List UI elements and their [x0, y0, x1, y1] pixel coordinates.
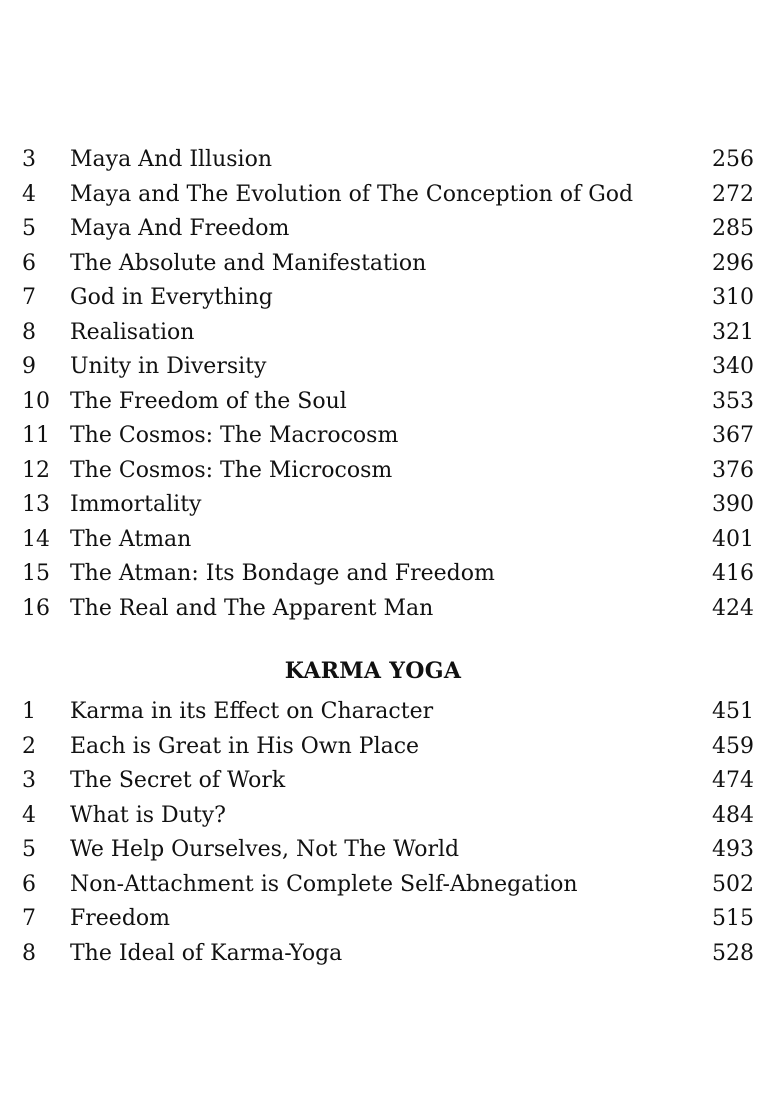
- toc-entry: [0, 350, 780, 385]
- chapter-title: We Help Ourselves, Not The World: [70, 837, 460, 862]
- page-number: 528: [712, 940, 754, 966]
- chapter-number: 5: [22, 216, 36, 241]
- chapter-title: The Freedom of the Soul: [70, 388, 347, 414]
- toc-entry: [0, 868, 780, 903]
- chapter-number: 3: [22, 768, 36, 793]
- toc-section-karma-yoga: [0, 695, 780, 971]
- chapter-number: 6: [22, 250, 36, 276]
- page-number: 401: [712, 526, 754, 552]
- page-number: 484: [712, 802, 754, 828]
- page-number: 474: [712, 768, 754, 793]
- chapter-number: 16: [22, 595, 50, 621]
- toc-entry: [0, 247, 780, 282]
- page-number: 353: [712, 388, 754, 414]
- toc-entry: [0, 385, 780, 420]
- chapter-title: The Atman: [70, 526, 192, 552]
- chapter-number: 14: [22, 526, 50, 552]
- toc-entry: [0, 902, 780, 937]
- chapter-title: Maya And Freedom: [70, 216, 290, 241]
- chapter-title: Unity in Diversity: [70, 354, 267, 379]
- chapter-title: The Cosmos: The Macrocosm: [70, 423, 399, 448]
- toc-entry: [0, 281, 780, 316]
- chapter-number: 4: [22, 802, 36, 828]
- chapter-number: 8: [22, 319, 36, 345]
- page-number: 424: [712, 595, 754, 621]
- page-number: 515: [712, 906, 754, 931]
- chapter-number: 15: [22, 561, 50, 586]
- chapter-number: 11: [22, 423, 50, 448]
- toc-entry: [0, 764, 780, 799]
- page-number: 416: [712, 561, 754, 586]
- page-number: 310: [712, 285, 754, 310]
- toc-entry: [0, 730, 780, 765]
- page-number: 285: [712, 216, 754, 241]
- toc-entry: [0, 454, 780, 489]
- page-number: 493: [712, 837, 754, 862]
- chapter-title: The Cosmos: The Microcosm: [70, 457, 393, 483]
- toc-section-continued: [0, 143, 780, 626]
- chapter-title: Maya And Illusion: [70, 147, 272, 172]
- page-number: 272: [712, 181, 754, 207]
- chapter-title: The Atman: Its Bondage and Freedom: [70, 561, 495, 586]
- toc-entry: [0, 316, 780, 351]
- toc-entry: [0, 937, 780, 972]
- chapter-title: Immortality: [70, 492, 202, 517]
- toc-entry: [0, 523, 780, 558]
- chapter-title: Non-Attachment is Complete Self-Abnegation: [70, 871, 578, 897]
- chapter-title: The Secret of Work: [70, 768, 286, 793]
- toc-entry: [0, 695, 780, 730]
- toc-entry: [0, 212, 780, 247]
- page-number: 376: [712, 457, 754, 483]
- page-number: 321: [712, 319, 754, 345]
- chapter-title: The Absolute and Manifestation: [70, 250, 427, 276]
- chapter-number: 5: [22, 837, 36, 862]
- chapter-number: 13: [22, 492, 50, 517]
- page-number: 256: [712, 147, 754, 172]
- chapter-number: 10: [22, 388, 50, 414]
- chapter-title: Realisation: [70, 319, 195, 345]
- chapter-title: The Real and The Apparent Man: [70, 595, 434, 621]
- chapter-number: 1: [22, 699, 36, 724]
- chapter-title: The Ideal of Karma-Yoga: [70, 940, 343, 966]
- toc-entry: [0, 419, 780, 454]
- chapter-title: God in Everything: [70, 285, 273, 310]
- chapter-number: 8: [22, 940, 36, 966]
- toc-entry: [0, 178, 780, 213]
- chapter-number: 3: [22, 147, 36, 172]
- toc-entry: [0, 557, 780, 592]
- page-number: 340: [712, 354, 754, 379]
- toc-entry: [0, 833, 780, 868]
- chapter-title: What is Duty?: [70, 802, 226, 828]
- chapter-title: Freedom: [70, 906, 171, 931]
- chapter-number: 2: [22, 733, 36, 759]
- section-heading-karma-yoga: KARMA YOGA: [284, 658, 462, 684]
- page-number: 367: [712, 423, 754, 448]
- chapter-number: 7: [22, 906, 36, 931]
- page-number: 390: [712, 492, 754, 517]
- chapter-number: 9: [22, 354, 36, 379]
- toc-entry: [0, 799, 780, 834]
- page-number: 502: [712, 871, 754, 897]
- toc-entry: [0, 488, 780, 523]
- chapter-number: 6: [22, 871, 36, 897]
- toc-entry: [0, 143, 780, 178]
- chapter-title: Karma in its Effect on Character: [70, 699, 434, 724]
- chapter-title: Maya and The Evolution of The Conception of God: [70, 181, 634, 207]
- toc-entry: [0, 592, 780, 627]
- chapter-title: Each is Great in His Own Place: [70, 733, 420, 759]
- chapter-number: 7: [22, 285, 36, 310]
- chapter-number: 4: [22, 181, 36, 207]
- chapter-number: 12: [22, 457, 50, 483]
- page-number: 451: [712, 699, 754, 724]
- page-number: 296: [712, 250, 754, 276]
- page-number: 459: [712, 733, 754, 759]
